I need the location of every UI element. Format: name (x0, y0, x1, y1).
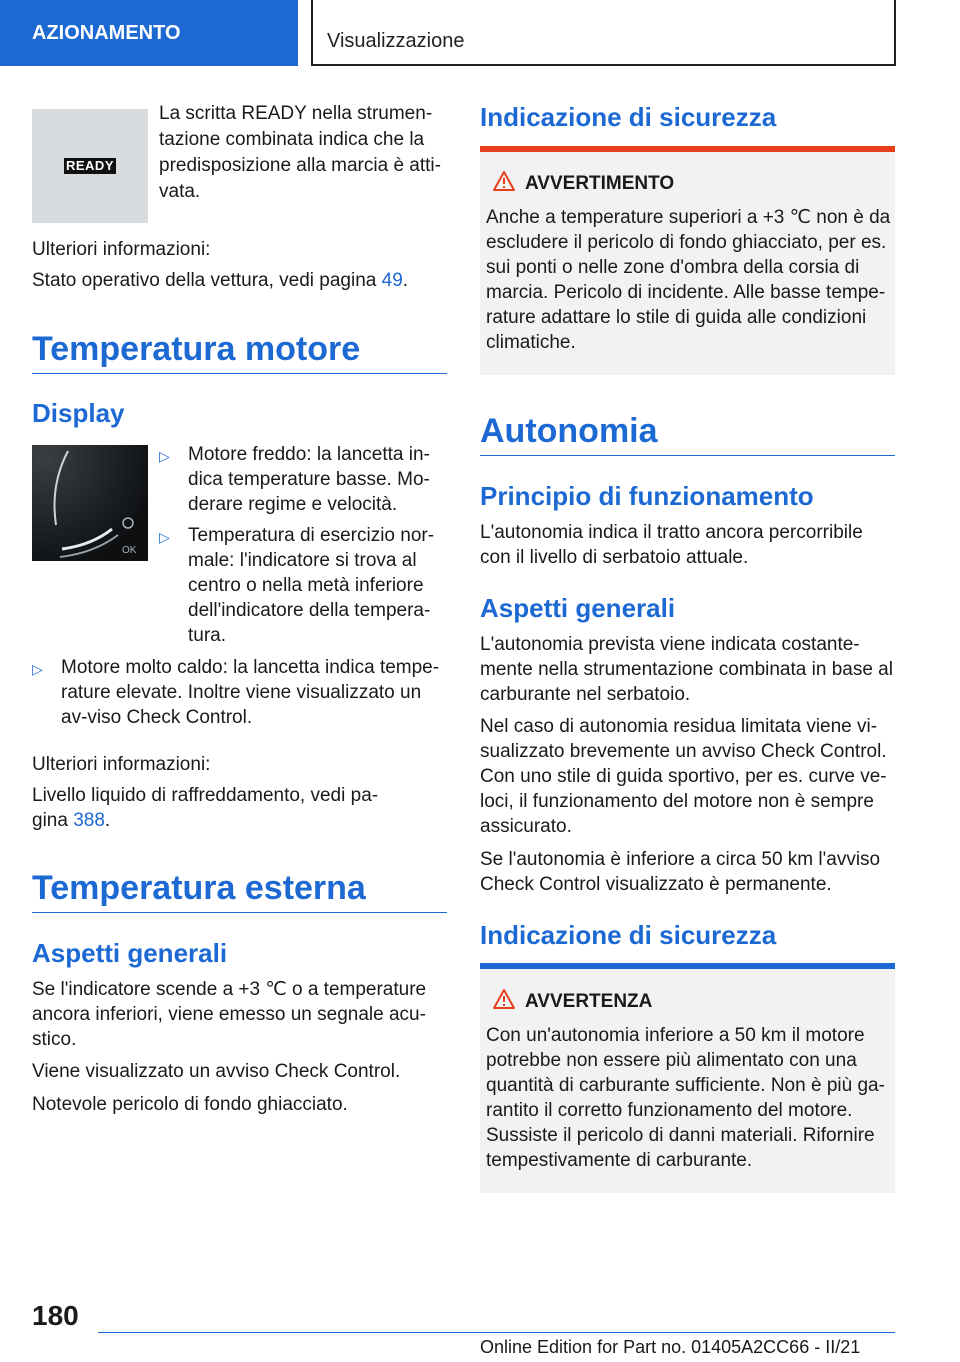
heading-range: Autonomia (480, 412, 658, 450)
paragraph: Nel caso di autonomia residua limitata viene vi-sualizzato brevemente un avviso Check Control. Con uno stile di guida sportivo, per es. curve ve-loci, il funzionamento del motore non è sempre assicurato. (480, 716, 887, 837)
heading-rule (32, 912, 447, 913)
heading-safety-2: Indicazione di sicurezza (480, 920, 777, 950)
footer-edition: Online Edition for Part no. 01405A2CC66 - II/21 (480, 1337, 861, 1357)
heading-principle: Principio di funzionamento (480, 481, 814, 511)
page-link-49[interactable]: 49 (381, 270, 403, 291)
heading-general-left: Aspetti generali (32, 938, 228, 968)
more-info-label-2: Ulteriori informazioni: (32, 754, 211, 775)
triangle-bullet-icon: ▷ (32, 661, 43, 677)
list-item: ▷ Motore freddo: la lancetta in-dica temperature basse. Mo-derare regime e velocità. (159, 444, 430, 515)
list-item: ▷ Temperatura di esercizio nor-male: l'indicatore si trova al centro o nella metà inferiore dell'indicatore della tempera-tura. (159, 525, 435, 646)
warning-text: Con un'autonomia inferiore a 50 km il motore potrebbe non essere più alimentato con una quantità di carburante sufficiente. Non è più ga-rantito il corretto funzionamento del motore. Sussiste il pericolo di danni materiali. Rifornire tempestivamente di carburante. (486, 1025, 885, 1171)
ready-display-image (32, 109, 148, 223)
warning-triangle-icon (492, 988, 516, 1010)
triangle-bullet-icon: ▷ (159, 448, 170, 464)
heading-rule (32, 373, 447, 374)
more-info-label-1: Ulteriori informazioni: (32, 239, 211, 260)
page-link-388[interactable]: 388 (73, 810, 105, 831)
gauge-ok-label: OK (122, 545, 137, 556)
page-header (0, 0, 960, 66)
ready-paragraph: La scritta READY nella strumen-tazione combinata indica che la predisposizione alla marcia è atti-vata. (159, 103, 441, 202)
paragraph: Viene visualizzato un avviso Check Control. (32, 1061, 401, 1082)
warning-box-1 (480, 146, 895, 375)
list-item: ▷ Motore molto caldo: la lancetta indica tempe-rature elevate. Inoltre viene visualizzato un av-viso Check Control. (32, 657, 440, 728)
topic-title: Visualizzazione (311, 0, 896, 66)
heading-engine-temperature: Temperatura motore (32, 330, 361, 368)
warning-bar (480, 963, 895, 969)
warning-triangle-icon (492, 170, 516, 192)
warning-bar (480, 146, 895, 152)
warning-title: AVVERTENZA (525, 991, 653, 1012)
reference-1: Stato operativo della vettura, vedi pagina 49. (32, 270, 409, 291)
temperature-gauge-image (32, 445, 148, 561)
heading-rule (480, 455, 895, 456)
paragraph: Se l'autonomia è inferiore a circa 50 km l'avviso Check Control visualizzato è permanente. (480, 849, 881, 895)
section-title: AZIONAMENTO (0, 0, 298, 66)
warning-title: AVVERTIMENTO (525, 173, 675, 194)
ready-badge: READY (65, 158, 114, 173)
heading-general-right: Aspetti generali (480, 593, 676, 623)
page-number: 180 (32, 1300, 79, 1331)
paragraph: L'autonomia prevista viene indicata costante-mente nella strumentazione combinata in base al carburante nel serbatoio. (480, 634, 893, 705)
heading-safety-1: Indicazione di sicurezza (480, 102, 777, 132)
footer-rule (98, 1332, 895, 1333)
warning-text: Anche a temperature superiori a +3 ℃ non è da escludere il pericolo di fondo ghiacciato, per es. sui ponti o nelle zone d'ombra della corsia di marcia. Pericolo di incidente. Alle basse tempe-rature adattare lo stile di guida alle condizioni climatiche. (486, 207, 891, 353)
paragraph: Notevole pericolo di fondo ghiacciato. (32, 1094, 348, 1115)
reference-2: Livello liquido di raffreddamento, vedi pa-gina 388. (32, 785, 379, 831)
paragraph: Se l'indicatore scende a +3 ℃ o a temperature ancora inferiori, viene emesso un segnale acu-stico. (32, 979, 427, 1050)
heading-display: Display (32, 398, 125, 428)
warning-box-2 (480, 963, 895, 1193)
heading-outside-temperature: Temperatura esterna (32, 869, 366, 907)
triangle-bullet-icon: ▷ (159, 529, 170, 545)
paragraph: L'autonomia indica il tratto ancora percorribile con il livello di serbatoio attuale. (480, 522, 863, 568)
gauge-illustration (32, 445, 148, 561)
